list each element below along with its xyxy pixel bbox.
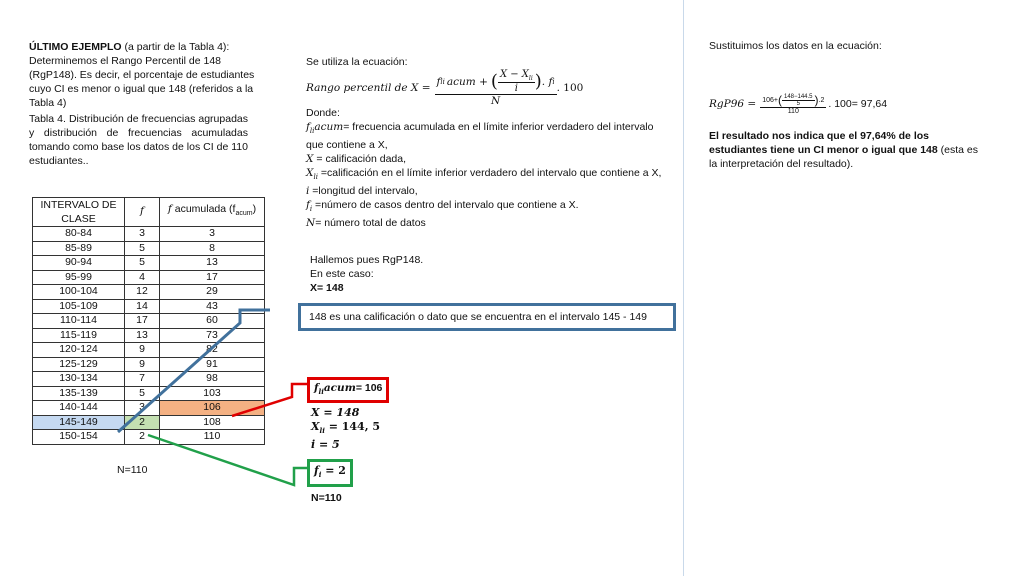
green-connector <box>148 435 307 485</box>
blue-connector <box>118 310 270 432</box>
f-acum-cell: 29 <box>160 285 265 300</box>
equation-fraction: f li acum + ( $\frac{X - X_{li}}{i}$ ) . f i N <box>436 69 555 107</box>
substitution-fraction: 106+ ( $\frac{148-144.5}{5}$ ) .2 110 <box>762 93 825 115</box>
interval-cell: 90-94 <box>33 256 125 271</box>
table-n-label: N=110 <box>117 464 148 476</box>
f-cell: 2 <box>125 415 160 430</box>
substitution-equation: RgP96 = 106+ ( $\frac{148-144.5}{5}$ ) .2 110 . 100= 97,64 <box>709 93 888 115</box>
interval-cell: 95-99 <box>33 270 125 285</box>
table-caption: Tabla 4. Distribución de frecuencias agrupadas y distribución de frecuencias acumuladas tomando como base los datos de los CI de 110 estudiantes.. <box>29 113 248 167</box>
n-total-label: N=110 <box>311 492 342 504</box>
fli-acum-box: $f_{li}acum= 106$ <box>307 377 389 403</box>
f-acum-cell: 8 <box>160 241 265 256</box>
interval-cell: 135-139 <box>33 386 125 401</box>
interval-note-box: 148 es una calificación o dato que se encuentra en el intervalo 145 - 149 <box>298 303 676 331</box>
interval-cell: 145-149 <box>33 415 125 430</box>
definitions-title: Donde: <box>306 107 340 119</box>
f-acum-cell: 13 <box>160 256 265 271</box>
f-cell: 9 <box>125 343 160 358</box>
value-i: i = 5 <box>311 438 340 452</box>
interval-cell: 80-84 <box>33 227 125 242</box>
fi-box: $f_i = 2$ <box>307 459 353 487</box>
f-acum-cell: 82 <box>160 343 265 358</box>
f-cell: 3 <box>125 227 160 242</box>
f-acum-cell: 91 <box>160 357 265 372</box>
f-cell: 5 <box>125 386 160 401</box>
substitution-intro: Sustituimos los datos en la ecuación: <box>709 40 882 52</box>
conclusion-text: El resultado nos indica que el 97,64% de los estudiantes tiene un CI menor o igual que 148 (esta es la interpretación del resultado). <box>709 130 978 170</box>
value-x: X = 148 <box>311 406 360 419</box>
interval-cell: 85-89 <box>33 241 125 256</box>
equation-intro: Se utiliza la ecuación: <box>306 56 408 68</box>
header-f: f <box>125 198 160 227</box>
f-acum-cell: 17 <box>160 270 265 285</box>
definition-xli: $X_{li}$ =calificación en el límite inferior verdadero del intervalo que contiene a X, <box>306 167 662 182</box>
f-acum-cell: 43 <box>160 299 265 314</box>
definition-n: N= número total de datos <box>306 217 426 230</box>
f-acum-cell: 60 <box>160 314 265 329</box>
hallemos-block: Hallemos pues RgP148. En este caso: X= 148 <box>310 254 424 294</box>
intro-title: ÚLTIMO EJEMPLO <box>29 41 122 53</box>
f-acum-cell: 108 <box>160 415 265 430</box>
intro-body: (a partir de la Tabla 4): Determinemos el Rango Percentil de 148 (RgP148). Es decir, el porcentaje de estudiantes cuyo CI es menor o igual que 148 (referidos a la Tabla 4) <box>29 41 255 109</box>
f-cell: 13 <box>125 328 160 343</box>
value-xli: $X_{li} = 144$, 5 <box>311 420 381 436</box>
f-cell: 17 <box>125 314 160 329</box>
f-cell: 5 <box>125 256 160 271</box>
f-cell: 3 <box>125 401 160 416</box>
definition-fi: $f_i$ =número de casos dentro del intervalo que contiene a X. <box>306 199 579 214</box>
interval-cell: 125-129 <box>33 357 125 372</box>
percentile-equation: Rango percentil de X = f li acum + ( $\frac{X - X_{li}}{i}$ ) . f i N . 100 <box>306 69 584 107</box>
interval-cell: 130-134 <box>33 372 125 387</box>
f-cell: 5 <box>125 241 160 256</box>
header-interval: INTERVALO DE CLASE <box>33 198 125 227</box>
f-acum-cell: 73 <box>160 328 265 343</box>
definition-x: X = calificación dada, <box>306 153 407 166</box>
f-acum-cell: 3 <box>160 227 265 242</box>
definition-i: i =longitud del intervalo, <box>306 185 418 198</box>
f-cell: 14 <box>125 299 160 314</box>
f-cell: 12 <box>125 285 160 300</box>
f-cell: 4 <box>125 270 160 285</box>
interval-cell: 115-119 <box>33 328 125 343</box>
definition-fli-acum: $f_{li}acum=$ frecuencia acumulada en el límite inferior verdadero del intervalo que contiene a X, <box>306 121 654 152</box>
interval-cell: 110-114 <box>33 314 125 329</box>
interval-cell: 140-144 <box>33 401 125 416</box>
f-acum-cell: 103 <box>160 386 265 401</box>
red-connector <box>232 384 307 416</box>
f-cell: 7 <box>125 372 160 387</box>
interval-cell: 150-154 <box>33 430 125 445</box>
f-acum-cell: 98 <box>160 372 265 387</box>
f-cell: 9 <box>125 357 160 372</box>
interval-cell: 105-109 <box>33 299 125 314</box>
f-cell: 2 <box>125 430 160 445</box>
f-acum-cell: 110 <box>160 430 265 445</box>
header-f-acumulada: f acumulada $(f_{acum})$ <box>160 198 265 227</box>
interval-cell: 120-124 <box>33 343 125 358</box>
f-acum-cell: 106 <box>160 401 265 416</box>
interval-cell: 100-104 <box>33 285 125 300</box>
